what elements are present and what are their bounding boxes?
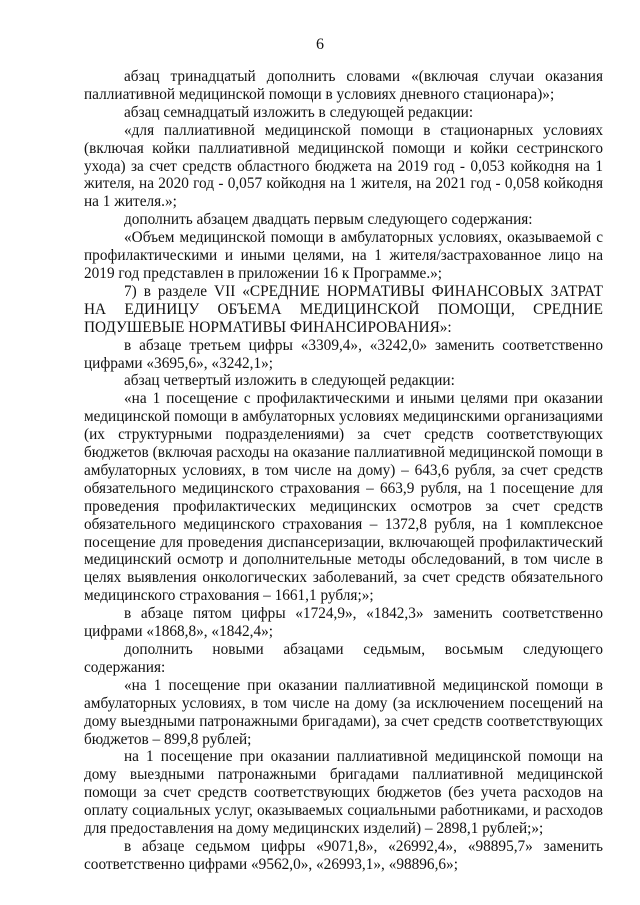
paragraph: дополнить абзацем двадцать первым следующего содержания: bbox=[124, 211, 533, 229]
paragraph: абзац тринадцатый дополнить словами «(включая случаи оказания паллиативной медицинской помощи в условиях дневного стационара)»; bbox=[84, 68, 603, 103]
document-body bbox=[84, 68, 603, 874]
paragraph: на 1 посещение при оказании паллиативной медицинской помощи на дому выездными патронажными бригадами паллиативной медицинской помощи за счет средств соответствующих бюджетов (без учета расходов на оплату социальных услуг, оказываемых социальными работниками, и расходов для предоставления на дому медицинских изделий) – 2898,1 рублей;»; bbox=[84, 748, 603, 838]
paragraph: «для паллиативной медицинской помощи в стационарных условиях (включая койки паллиативной медицинской помощи и койки сестринского ухода) за счет средств областного бюджета на 2019 год - 0,053 койкодня на 1 жителя, на 2020 год - 0,057 койкодня на 1 жителя, на 2021 год - 0,058 койкодня на 1 жителя.»; bbox=[84, 121, 603, 211]
paragraph: дополнить новыми абзацами седьмым, восьмым следующего содержания: bbox=[84, 641, 603, 676]
paragraph: абзац семнадцатый изложить в следующей редакции: bbox=[124, 103, 474, 121]
paragraph: абзац четвертый изложить в следующей редакции: bbox=[124, 372, 455, 390]
paragraph: в абзаце пятом цифры «1724,9», «1842,3» заменить соответственно цифрами «1868,8», «1842,4»; bbox=[84, 605, 603, 641]
paragraph: «Объем медицинской помощи в амбулаторных условиях, оказываемой с профилактическими и иными целями, на 1 жителя/застрахованное лицо на 2019 год представлен в приложении 16 к Программе.»; bbox=[84, 229, 603, 282]
section-heading-paragraph: 7) в разделе VII «СРЕДНИЕ НОРМАТИВЫ ФИНАНСОВЫХ ЗАТРАТ НА ЕДИНИЦУ ОБЪЕМА МЕДИЦИНСКОЙ ПОМОЩИ, СРЕДНИЕ ПОДУШЕВЫЕ НОРМАТИВЫ ФИНАНСИРОВАНИЯ»: bbox=[84, 282, 603, 336]
paragraph: в абзаце седьмом цифры «9071,8», «26992,4», «98895,7» заменить соответственно цифрами «9562,0», «26993,1», «98896,6»; bbox=[84, 837, 603, 873]
paragraph: «на 1 посещение при оказании паллиативной медицинской помощи в амбулаторных условиях, в том числе на дому (за исключением посещений на дому выездными патронажными бригадами), за счет средств соответствующих бюджетов – 899,8 рублей; bbox=[84, 676, 603, 748]
paragraph: «на 1 посещение с профилактическими и иными целями при оказании медицинской помощи в амбулаторных условиях медицинскими организациями (их структурными подразделениями) за счет средств соответствующих бюджетов (включая расходы на оказание паллиативной медицинской помощи в амбулаторных условиях, в том числе на дому) – 643,6 рубля, за счет средств обязательного медицинского страхования – 663,9 рубля, на 1 посещение для проведения профилактических медицинских осмотров за счет средств обязательного медицинского страхования – 1372,8 рубля, на 1 комплексное посещение для проведения диспансеризации, включающей профилактический медицинский осмотр и дополнительные методы обследований, в том числе в целях выявления онкологических заболеваний, за счет средств обязательного медицинского страхования – 1661,1 рубля;»; bbox=[84, 390, 603, 605]
paragraph: в абзаце третьем цифры «3309,4», «3242,0» заменить соответственно цифрами «3695,6», «3242,1»; bbox=[84, 336, 603, 372]
page-number: 6 bbox=[316, 36, 324, 53]
